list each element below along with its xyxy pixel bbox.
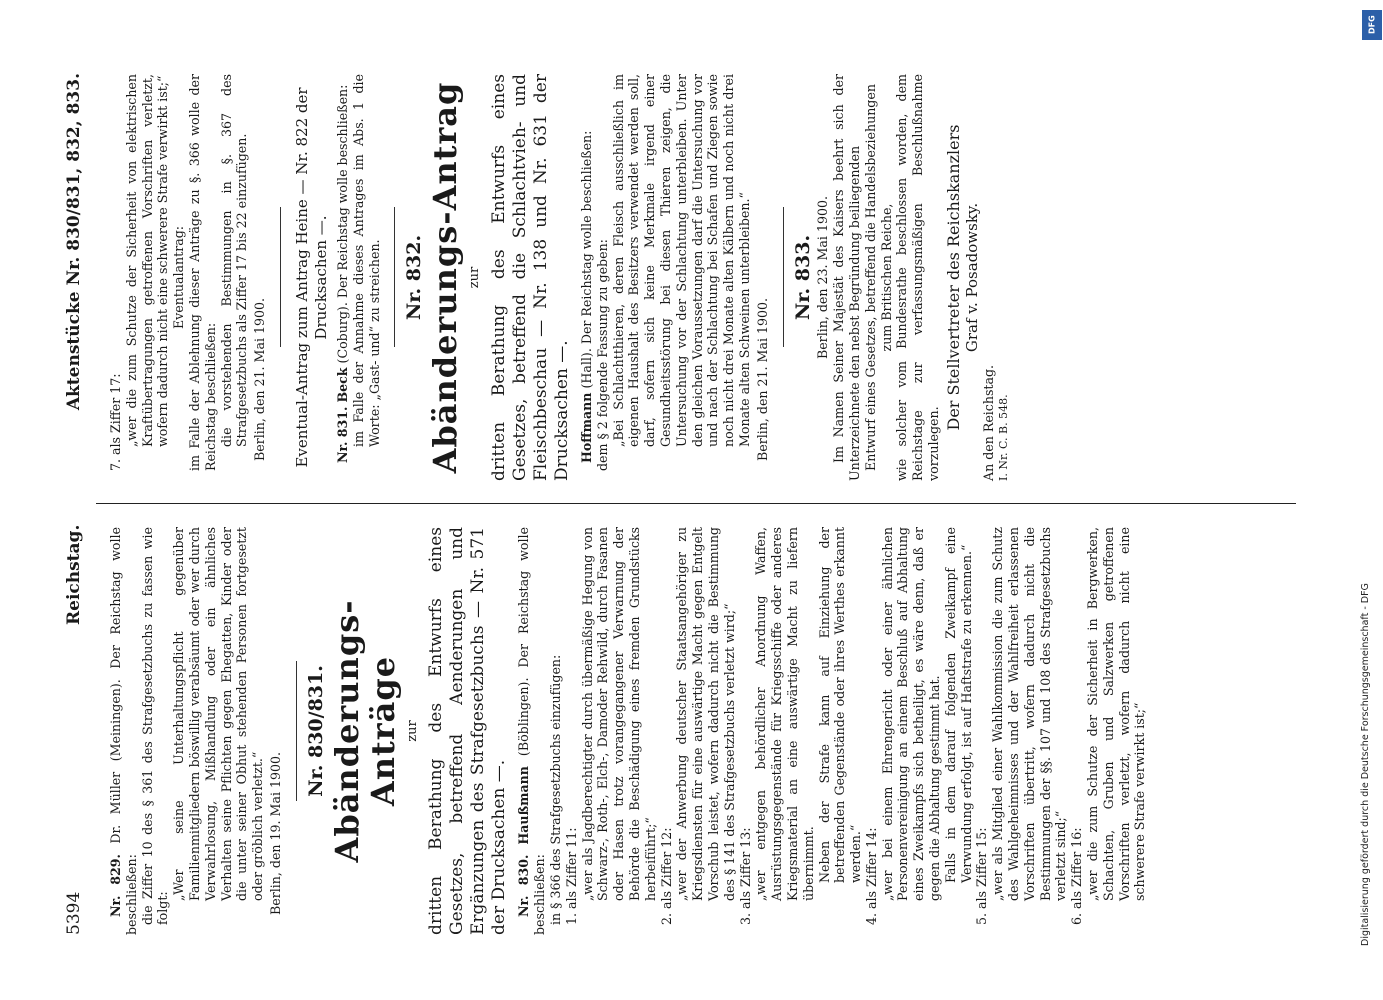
eventual-quote: die vorstehenden Bestimmungen in §. 367 des Strafgesetzbuchs als Ziffer 17 bis 22 einzufügen. [218,74,250,447]
nr830-label: Nr. 830. [516,854,532,917]
nr833-heading: Nr. 833. [791,234,814,321]
date-23-may: Berlin, den 23. Mai 1900. [815,195,831,360]
nr831-place: (Coburg). [334,302,350,364]
nr831-paragraph [335,74,351,481]
address: An den Reichstag. [981,364,997,481]
quote-5: „wer als Mitglied einer Wahlkommission die zum Schutz des Wahlgeheimnisses und der Wahlfreiheit erlassenen Vorschriften übertritt, wofern dadurch nicht die Bestimmungen der §§. 107 und 108 des Strafgesetzbuchs verletzt sind;“ [990,527,1069,901]
nr831-author: Beck [334,367,350,403]
nr832-heading: Nr. 832. [403,234,426,321]
item-3: 3. als Ziffer 13: [737,827,753,925]
quote-3: „wer entgegen behördlicher Anordnung Waffen, Ausrüstungsgegenstände für Kriegsschiffe oder anderes Kriegsmaterial an eine auswärtige Macht zu liefern übernimmt. [753,527,816,901]
nr832-text2: dem § 2 folgende Fassung zu geben: [594,239,610,471]
item-7: 7. als Ziffer 17: [108,373,123,471]
item-6: 6. als Ziffer 16: [1069,827,1085,925]
separator [296,661,297,801]
column-divider [96,503,1296,504]
nr832-text: Der Reichstag wolle beschließen: [578,130,594,345]
zur-word: zur [404,720,420,742]
header-docs: Aktenstücke Nr. 830/831, 832, 833. [64,73,84,411]
nr832-topic: dritten Berathung des Entwurfs eines Gesetzes, betreffend die Schlachtvieh- und Fleischbeschau — Nr. 138 und Nr. 631 der Drucksachen —. [488,74,572,481]
nr830-topic: dritten Berathung des Entwurfs eines Gesetzes, betreffend Aenderungen und Ergänzungen des Strafgesetzbuchs — Nr. 571 der Drucksachen —. [426,527,510,935]
dfg-logo: DFG [1362,10,1382,40]
nr830-author: Haußmann [516,766,532,845]
date-21-may-2: Berlin, den 21. Mai 1900. [754,297,770,461]
quote-6: „wer die zum Schutze der Sicherheit in Bergwerken, Schachten, Gruben und Salzwerken getroffenen Vorschriften verletzt, wofern dadurch nicht eine schwerere Strafe verwirkt ist;“ [1085,527,1148,901]
nr829-text2: die Ziffer 10 des § 361 des Strafgesetzbuchs zu fassen wie folgt: [139,527,171,925]
nr830-intro: Der Reichstag wolle beschließen: [516,527,548,935]
digitization-text: Digitalisierung gefördert durch die Deutsche Forschungsgemeinschaft - DFG [1360,583,1371,946]
nr830-831-heading: Nr. 830/831. [304,665,327,797]
item-1: 1. als Ziffer 11: [563,827,579,925]
nr829-place: (Meiningen). [108,679,123,762]
nr832-quote: „Bei Schlachtthieren, deren Fleisch ausschließlich im eigenen Haushalt des Besitzers verwendet werden soll, darf, sofern sich keine Merkmale irgend einer Gesundheitsstörung bei diesen Thieren zeigen, die Untersuchung vor der Schlachtung unterbleiben. Unter den gleichen Voraussetzungen darf die Untersuchung vor und nach der Schlachtung bei Schafen und Ziegen sowie noch nicht drei Monate alten Kälbern und noch nicht drei Monate alten Schweinen unterbleiben.“ [610,74,752,447]
item-2: 2. als Ziffer 12: [658,827,674,925]
quote-7: „wer die zum Schutze der Sicherheit von elektrischen Kraftübertragungen getroffenen Vorschriften verletzt, wofern dadurch nicht eine schwerere Strafe verwirkt ist;“ [123,74,171,447]
date-21-may: Berlin, den 21. Mai 1900. [252,297,268,461]
quote-3b: Neben der Strafe kann auf Einziehung der betreffenden Gegenstände oder ihres Werthes erkannt werden.“ [816,527,864,883]
nr829-paragraph [108,527,140,935]
separator [280,208,281,348]
nr829-quote: „Wer seine Unterhaltungspflicht gegenüber Familienmitgliedern böswillig verabsäumt oder wer durch Verwahrlosung, Mißhandlung oder ein ähnliches Verhalten seine Pflichten gegen Ehegatten, Kinder oder die unter seiner Obhut stehenden Personen fortgesetzt oder gröblich verletzt.“ [171,527,266,901]
nr833-text: Im Namen Seiner Majestät des Kaisers beehrt sich der Unterzeichnete den nebst Begründung beiliegenden [831,74,862,481]
nr830-place: (Böblingen). [516,677,532,757]
header-title: Reichstag. [64,524,84,625]
nr830-intro2: in § 366 des Strafgesetzbuchs einzufügen: [547,654,563,925]
amendment-title: Abänderungs-Antrag [426,81,465,474]
nr832-place: (Hall). [578,348,594,389]
separator [394,208,395,348]
nr829-author: Dr. Müller [108,771,123,844]
left-column [108,527,1148,935]
quote-4: „wer bei einem Ehrengericht oder einer ähnlichen Personenvereinigung an einem Beschluß auf Abhaltung eines Zweikampfs sich betheiligt, es wäre denn, daß er gegen die Abhaltung gestimmt hat. [879,527,943,901]
separator [783,208,784,348]
quote-2: „wer der Anwerbung deutscher Staatsangehöriger zu Kriegsdiensten für eine auswärtige Macht gegen Entgelt Vorschub leistet, wofern dadurch nicht die Bestimmung des § 141 des Strafgesetzbuchs verletzt wird;“ [674,527,737,901]
nr831-quote: im Falle der Annahme dieses Antrages im Abs. 1 die Worte: „Gast- und“ zu streichen. [350,74,382,447]
item-5: 5. als Ziffer 15: [974,827,990,925]
nr829-label: Nr. 829. [108,854,123,917]
closing-line: Der Stellvertreter des Reichskanzlers [943,124,963,431]
nr833-text2: wie solcher vom Bundesrathe beschlossen worden, dem Reichstage zur verfassungsmäßigen Beschlußnahme vorzulegen. [894,74,941,481]
nr829-text: Der Reichstag wolle beschließen: [108,527,139,935]
nr833-title: Entwurf eines Gesetzes, betreffend die Handelsbeziehungen zum Britischen Reiche, [862,84,894,471]
nr829-date: Berlin, den 19. Mai 1900. [267,751,283,915]
signature: Graf v. Posadowsky. [963,202,982,353]
nr831-text: Der Reichstag wolle beschließen: [334,84,350,299]
page-header [58,73,92,935]
right-column [108,74,1010,481]
eventual-head: Eventualantrag: [171,225,187,330]
eventual-text: im Falle der Ablehnung dieser Anträge zu §. 366 wolle der Reichstag beschließen: [186,74,218,471]
nr830-paragraph [516,527,548,935]
quote-1: „wer als Jagdberechtigter durch übermäßige Hegung von Schwarz-, Roth-, Elch-, Damoder Rehwild, durch Fasanen oder Hasen trotz vorangegangener Verwarnung der Behörde die Beschädigung eines fremden Grundstücks herbeiführt;“ [579,527,658,901]
nr832-author: Hoffmann [578,392,594,463]
nr832-paragraph [579,74,595,481]
digitization-note [1356,6,1376,994]
nr831-label: Nr. 831. [334,406,350,463]
reference-number: I. Nr. C. B. 548. [997,394,1011,481]
page-number: 5394 [64,891,84,935]
nr831-heading: Eventual-Antrag zum Antrag Heine — Nr. 822 der Drucksachen —. [292,87,330,468]
quote-4b: Falls in dem darauf folgenden Zweikampf eine Verwundung erfolgt, ist auf Haftstrafe zu erkennen.“ [942,527,974,883]
amendments-title: Abänderungs-Anträge [327,599,402,863]
item-4: 4. als Ziffer 14: [863,827,879,925]
zur-word: zur [467,266,483,289]
